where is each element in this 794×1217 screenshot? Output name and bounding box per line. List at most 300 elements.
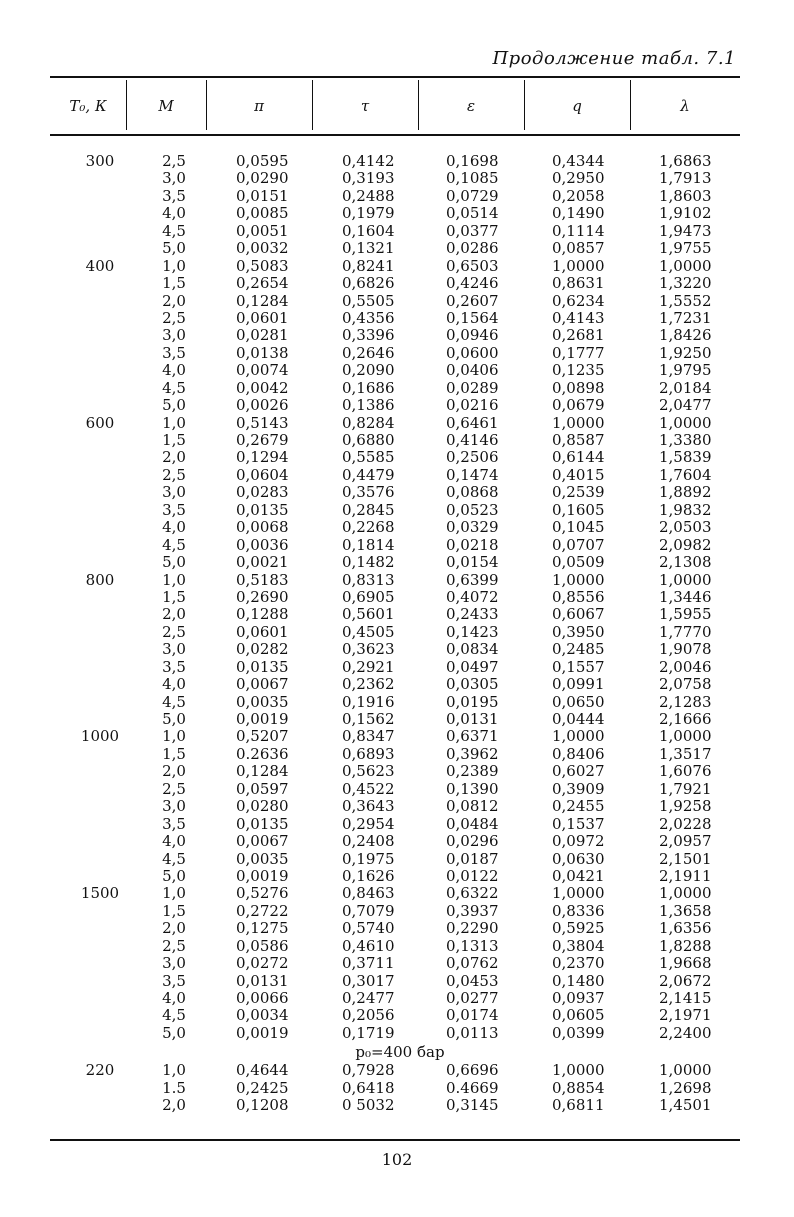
- header-bottom-rule: [50, 134, 740, 136]
- cell-m: 4,5: [162, 535, 186, 554]
- cell-pi: 0,0035: [236, 849, 289, 868]
- table-row: [50, 798, 740, 815]
- table-row: [50, 833, 740, 850]
- cell-tau: 0,1814: [342, 535, 395, 554]
- cell-lam: 1,0000: [659, 413, 712, 432]
- cell-q: 0,1557: [552, 657, 605, 676]
- cell-m: 4,0: [162, 832, 186, 851]
- cell-m: 4,5: [162, 1006, 186, 1025]
- cell-q: 0,2455: [552, 797, 605, 816]
- cell-m: 1,0: [162, 884, 186, 903]
- cell-pi: 0,0067: [236, 832, 289, 851]
- cell-pi: 0,1294: [236, 448, 289, 467]
- table-row: [50, 694, 740, 711]
- table-row: [50, 223, 740, 240]
- cell-lam: 2,0228: [659, 814, 712, 833]
- cell-pi: 0,0035: [236, 692, 289, 711]
- cell-eps: 0,0305: [446, 675, 499, 694]
- cell-m: 2,0: [162, 1096, 186, 1115]
- cell-tau: 0,8347: [342, 727, 395, 746]
- cell-eps: 0,0113: [446, 1023, 499, 1042]
- cell-m: 3,5: [162, 971, 186, 990]
- cell-lam: 1,0000: [659, 256, 712, 275]
- cell-lam: 1,9832: [659, 500, 712, 519]
- cell-lam: 1,3380: [659, 431, 712, 449]
- cell-lam: 1,4501: [659, 1096, 712, 1115]
- cell-q: 0,0707: [552, 535, 605, 554]
- cell-pi: 0,0135: [236, 814, 289, 833]
- cell-eps: 0,1698: [446, 152, 499, 170]
- cell-q: 0,0605: [552, 1006, 605, 1025]
- cell-lam: 1,3658: [659, 901, 712, 920]
- cell-pi: 0.2636: [236, 744, 289, 763]
- cell-q: 0,1537: [552, 814, 605, 833]
- table-row: [50, 380, 740, 397]
- cell-m: 1,0: [162, 570, 186, 589]
- cell-eps: 0,0453: [446, 971, 499, 990]
- cell-eps: 0,0484: [446, 814, 499, 833]
- cell-tau: 0,1626: [342, 866, 395, 885]
- cell-q: 0,6027: [552, 762, 605, 781]
- cell-pi: 0,1284: [236, 291, 289, 310]
- cell-pi: 0,0280: [236, 797, 289, 816]
- cell-m: 3,5: [162, 657, 186, 676]
- cell-m: 4,0: [162, 204, 186, 223]
- cell-q: 0,0650: [552, 692, 605, 711]
- cell-q: 0,8336: [552, 901, 605, 920]
- cell-tau: 0,1686: [342, 378, 395, 397]
- cell-lam: 1,6863: [659, 152, 712, 170]
- table-row: [50, 1062, 740, 1079]
- cell-eps: 0,4146: [446, 431, 499, 449]
- cell-lam: 1,9473: [659, 221, 712, 240]
- cell-lam: 1,6356: [659, 919, 712, 938]
- cell-pi: 0,2690: [236, 587, 289, 606]
- cell-pi: 0,0282: [236, 640, 289, 659]
- cell-m: 1,5: [162, 431, 186, 449]
- cell-tau: 0,3576: [342, 483, 395, 502]
- cell-pi: 0,0068: [236, 518, 289, 537]
- cell-pi: 0,0026: [236, 396, 289, 415]
- cell-eps: 0,0187: [446, 849, 499, 868]
- cell-pi: 0,5143: [236, 413, 289, 432]
- cell-tau: 0,6880: [342, 431, 395, 449]
- table-row: [50, 537, 740, 554]
- cell-eps: 0,0868: [446, 483, 499, 502]
- cell-m: 5,0: [162, 710, 186, 728]
- cell-m: 2,5: [162, 308, 186, 327]
- header-tau: τ: [360, 97, 370, 115]
- cell-q: 1,0000: [552, 727, 605, 746]
- header-divider: [418, 80, 419, 130]
- cell-q: 1,0000: [552, 1061, 605, 1080]
- cell-lam: 1,8892: [659, 483, 712, 502]
- cell-tau: 0,8241: [342, 256, 395, 275]
- table-row: [50, 746, 740, 763]
- cell-lam: 1,5552: [659, 291, 712, 310]
- cell-tau: 0,8463: [342, 884, 395, 903]
- cell-pi: 0,0290: [236, 169, 289, 188]
- cell-q: 0,6811: [552, 1096, 605, 1115]
- cell-m: 2,5: [162, 936, 186, 955]
- cell-eps: 0.4669: [446, 1078, 499, 1097]
- cell-q: 0,0857: [552, 239, 605, 258]
- cell-eps: 0,0600: [446, 343, 499, 362]
- table-row: [50, 1097, 740, 1114]
- cell-tau: 0,4142: [342, 152, 395, 170]
- cell-eps: 0,0762: [446, 954, 499, 973]
- cell-pi: 0,0595: [236, 152, 289, 170]
- cell-m: 5,0: [162, 1023, 186, 1042]
- cell-lam: 2,0184: [659, 378, 712, 397]
- cell-tau: 0,4522: [342, 779, 395, 798]
- cell-q: 0,6067: [552, 605, 605, 624]
- cell-lam: 1,8603: [659, 186, 712, 205]
- cell-pi: 0,0042: [236, 378, 289, 397]
- cell-tau: 0,1604: [342, 221, 395, 240]
- cell-lam: 2,1501: [659, 849, 712, 868]
- cell-eps: 0,0406: [446, 361, 499, 380]
- cell-pi: 0,1284: [236, 762, 289, 781]
- cell-lam: 2,1308: [659, 553, 712, 572]
- cell-lam: 1,9250: [659, 343, 712, 362]
- table-row: [50, 572, 740, 589]
- cell-tau: 0,6893: [342, 744, 395, 763]
- cell-tau: 0,2954: [342, 814, 395, 833]
- cell-m: 2,5: [162, 465, 186, 484]
- cell-eps: 0,1313: [446, 936, 499, 955]
- cell-q: 0,8631: [552, 274, 605, 293]
- table-row: [50, 781, 740, 798]
- cell-q: 0,0421: [552, 866, 605, 885]
- cell-m: 1,0: [162, 413, 186, 432]
- table-row: [50, 589, 740, 606]
- cell-m: 3,0: [162, 640, 186, 659]
- cell-lam: 2,2400: [659, 1023, 712, 1042]
- cell-tau: 0,3623: [342, 640, 395, 659]
- table-row: [50, 153, 740, 170]
- cell-eps: 0,0834: [446, 640, 499, 659]
- cell-lam: 2,0503: [659, 518, 712, 537]
- cell-q: 0,2485: [552, 640, 605, 659]
- cell-m: 4,5: [162, 692, 186, 711]
- cell-lam: 1,9102: [659, 204, 712, 223]
- cell-tau: 0,3193: [342, 169, 395, 188]
- cell-eps: 0,0329: [446, 518, 499, 537]
- cell-lam: 1,5839: [659, 448, 712, 467]
- cell-tau: 0,2488: [342, 186, 395, 205]
- cell-eps: 0,0277: [446, 989, 499, 1007]
- cell-pi: 0,0066: [236, 989, 289, 1007]
- cell-tau: 0,3017: [342, 971, 395, 990]
- cell-q: 1,0000: [552, 884, 605, 903]
- cell-tau: 0,1482: [342, 553, 395, 572]
- cell-m: 3,0: [162, 169, 186, 188]
- cell-tau: 0,2408: [342, 832, 395, 851]
- table-row: [50, 484, 740, 501]
- cell-eps: 0,6399: [446, 570, 499, 589]
- cell-tau: 0,1975: [342, 849, 395, 868]
- cell-eps: 0,2506: [446, 448, 499, 467]
- cell-eps: 0,2389: [446, 762, 499, 781]
- table-row: [50, 1025, 740, 1042]
- cell-m: 1,0: [162, 1061, 186, 1080]
- cell-eps: 0,0286: [446, 239, 499, 258]
- cell-eps: 0,0514: [446, 204, 499, 223]
- cell-m: 4,0: [162, 361, 186, 380]
- cell-lam: 1,7604: [659, 465, 712, 484]
- cell-pi: 0,4644: [236, 1061, 289, 1080]
- cell-q: 0,1114: [552, 221, 605, 240]
- cell-q: 1,0000: [552, 413, 605, 432]
- cell-eps: 0,3937: [446, 901, 499, 920]
- table-row: [50, 903, 740, 920]
- table-row: [50, 275, 740, 292]
- cell-m: 4,0: [162, 675, 186, 694]
- cell-q: 0,6234: [552, 291, 605, 310]
- table-row: [50, 188, 740, 205]
- cell-pi: 0,0272: [236, 954, 289, 973]
- cell-eps: 0,1474: [446, 465, 499, 484]
- cell-q: 0,0444: [552, 710, 605, 728]
- cell-lam: 2,0957: [659, 832, 712, 851]
- table-row: [50, 606, 740, 623]
- cell-eps: 0,1390: [446, 779, 499, 798]
- cell-q: 0,0509: [552, 553, 605, 572]
- cell-tau: 0,2921: [342, 657, 395, 676]
- cell-pi: 0,0036: [236, 535, 289, 554]
- cell-m: 1,5: [162, 901, 186, 920]
- table-row: [50, 955, 740, 972]
- cell-pi: 0,0032: [236, 239, 289, 258]
- cell-pi: 0,2679: [236, 431, 289, 449]
- cell-pi: 0,0604: [236, 465, 289, 484]
- header-m: M: [158, 97, 174, 115]
- table-row: [50, 240, 740, 257]
- cell-pi: 0,0034: [236, 1006, 289, 1025]
- cell-q: 0,2058: [552, 186, 605, 205]
- cell-q: 0,8854: [552, 1078, 605, 1097]
- header-divider: [630, 80, 631, 130]
- cell-m: 3,5: [162, 500, 186, 519]
- cell-eps: 0,4072: [446, 587, 499, 606]
- cell-pi: 0,0085: [236, 204, 289, 223]
- cell-lam: 1,8426: [659, 326, 712, 345]
- cell-lam: 1,7770: [659, 622, 712, 641]
- cell-m: 2,5: [162, 779, 186, 798]
- cell-m: 1,5: [162, 274, 186, 293]
- cell-tau: 0,2268: [342, 518, 395, 537]
- cell-pi: 0,0601: [236, 622, 289, 641]
- table-row: [50, 293, 740, 310]
- cell-lam: 2,0672: [659, 971, 712, 990]
- cell-m: 2,0: [162, 605, 186, 624]
- cell-pi: 0,1288: [236, 605, 289, 624]
- cell-lam: 1,7921: [659, 779, 712, 798]
- table-row: [50, 467, 740, 484]
- cell-tau: 0,7079: [342, 901, 395, 920]
- table-row: [50, 973, 740, 990]
- table-row: [50, 449, 740, 466]
- cell-eps: 0,6371: [446, 727, 499, 746]
- table-row: [50, 415, 740, 432]
- cell-m: 3,0: [162, 797, 186, 816]
- cell-pi: 0,0019: [236, 710, 289, 728]
- cell-q: 0,1777: [552, 343, 605, 362]
- cell-eps: 0,1085: [446, 169, 499, 188]
- cell-tau: 0,4505: [342, 622, 395, 641]
- cell-q: 0,6144: [552, 448, 605, 467]
- cell-tau: 0,6418: [342, 1078, 395, 1097]
- cell-pi: 0,0019: [236, 866, 289, 885]
- cell-q: 0,1480: [552, 971, 605, 990]
- cell-eps: 0,0729: [446, 186, 499, 205]
- cell-eps: 0,0174: [446, 1006, 499, 1025]
- cell-pi: 0,0586: [236, 936, 289, 955]
- cell-tau: 0,5740: [342, 919, 395, 938]
- cell-tau: 0,5601: [342, 605, 395, 624]
- cell-lam: 1,9795: [659, 361, 712, 380]
- cell-eps: 0,6696: [446, 1061, 499, 1080]
- cell-eps: 0,3145: [446, 1096, 499, 1115]
- cell-lam: 2,0758: [659, 675, 712, 694]
- cell-pi: 0,2425: [236, 1078, 289, 1097]
- cell-tau: 0,2477: [342, 989, 395, 1007]
- cell-tau: 0,6826: [342, 274, 395, 293]
- table-row: [50, 519, 740, 536]
- cell-q: 0,0679: [552, 396, 605, 415]
- cell-pi: 0,1275: [236, 919, 289, 938]
- cell-m: 4,0: [162, 518, 186, 537]
- cell-tau: 0,5585: [342, 448, 395, 467]
- cell-q: 0,4344: [552, 152, 605, 170]
- header-divider: [524, 80, 525, 130]
- table-row: [50, 362, 740, 379]
- cell-eps: 0,0377: [446, 221, 499, 240]
- cell-tau: 0,6905: [342, 587, 395, 606]
- cell-m: 1,0: [162, 727, 186, 746]
- table-row: [50, 868, 740, 885]
- header-pi: π: [254, 97, 264, 115]
- cell-tau: 0 5032: [342, 1096, 395, 1115]
- cell-eps: 0,0497: [446, 657, 499, 676]
- header-divider: [312, 80, 313, 130]
- cell-m: 3,0: [162, 954, 186, 973]
- cell-eps: 0,0195: [446, 692, 499, 711]
- cell-q: 0,4015: [552, 465, 605, 484]
- cell-pi: 0,0151: [236, 186, 289, 205]
- cell-tau: 0,4479: [342, 465, 395, 484]
- table-top-rule: [50, 76, 740, 78]
- table-row: [50, 397, 740, 414]
- table-row: [50, 990, 740, 1007]
- cell-q: 0,0972: [552, 832, 605, 851]
- cell-q: 1,0000: [552, 570, 605, 589]
- cell-pi: 0,5276: [236, 884, 289, 903]
- cell-tau: 0,2056: [342, 1006, 395, 1025]
- cell-m: 2,0: [162, 762, 186, 781]
- table-row: [50, 1007, 740, 1024]
- cell-q: 0,3804: [552, 936, 605, 955]
- cell-tau: 0,2845: [342, 500, 395, 519]
- cell-tau: 0,8284: [342, 413, 395, 432]
- cell-t0: 300: [85, 152, 115, 170]
- page-number: 102: [381, 1150, 413, 1169]
- cell-tau: 0,8313: [342, 570, 395, 589]
- cell-q: 0,3909: [552, 779, 605, 798]
- cell-eps: 0,0122: [446, 866, 499, 885]
- cell-pi: 0,0281: [236, 326, 289, 345]
- cell-q: 0,1490: [552, 204, 605, 223]
- table-row: [50, 851, 740, 868]
- cell-tau: 0,5505: [342, 291, 395, 310]
- cell-pi: 0,0601: [236, 308, 289, 327]
- cell-lam: 1,3220: [659, 274, 712, 293]
- section-subheading: p₀=400 бар: [355, 1043, 445, 1062]
- cell-eps: 0,0154: [446, 553, 499, 572]
- table-body: [50, 153, 740, 1115]
- cell-m: 5,0: [162, 553, 186, 572]
- table-row: [50, 502, 740, 519]
- cell-lam: 2,0046: [659, 657, 712, 676]
- cell-eps: 0,0946: [446, 326, 499, 345]
- cell-lam: 1,6076: [659, 762, 712, 781]
- cell-pi: 0,0597: [236, 779, 289, 798]
- cell-eps: 0,0523: [446, 500, 499, 519]
- cell-q: 0,0898: [552, 378, 605, 397]
- cell-eps: 0,2290: [446, 919, 499, 938]
- cell-eps: 0,1423: [446, 622, 499, 641]
- cell-q: 0,1045: [552, 518, 605, 537]
- cell-pi: 0,0021: [236, 553, 289, 572]
- cell-m: 3,0: [162, 483, 186, 502]
- cell-eps: 0,0216: [446, 396, 499, 415]
- cell-eps: 0,0812: [446, 797, 499, 816]
- cell-m: 1,0: [162, 256, 186, 275]
- table-bottom-rule: [50, 1139, 740, 1141]
- table-row: [50, 624, 740, 641]
- cell-pi: 0,0135: [236, 657, 289, 676]
- cell-eps: 0,3962: [446, 744, 499, 763]
- cell-q: 0,5925: [552, 919, 605, 938]
- cell-q: 0,2681: [552, 326, 605, 345]
- cell-eps: 0,4246: [446, 274, 499, 293]
- cell-m: 2,0: [162, 448, 186, 467]
- cell-q: 0,8406: [552, 744, 605, 763]
- cell-q: 0,2370: [552, 954, 605, 973]
- table-row: [50, 432, 740, 449]
- cell-lam: 1,3446: [659, 587, 712, 606]
- cell-pi: 0,0019: [236, 1023, 289, 1042]
- table-row: [50, 170, 740, 187]
- cell-lam: 1,7231: [659, 308, 712, 327]
- cell-pi: 0,0051: [236, 221, 289, 240]
- cell-pi: 0,5207: [236, 727, 289, 746]
- cell-lam: 1,8288: [659, 936, 712, 955]
- cell-lam: 1,0000: [659, 1061, 712, 1080]
- table-row: [50, 728, 740, 745]
- table-row: [50, 938, 740, 955]
- cell-lam: 2,0477: [659, 396, 712, 415]
- cell-m: 2,0: [162, 291, 186, 310]
- cell-eps: 0,6461: [446, 413, 499, 432]
- cell-eps: 0,1564: [446, 308, 499, 327]
- cell-lam: 1,9258: [659, 797, 712, 816]
- cell-q: 0,0630: [552, 849, 605, 868]
- cell-lam: 1,9755: [659, 239, 712, 258]
- cell-q: 0,3950: [552, 622, 605, 641]
- cell-m: 5,0: [162, 866, 186, 885]
